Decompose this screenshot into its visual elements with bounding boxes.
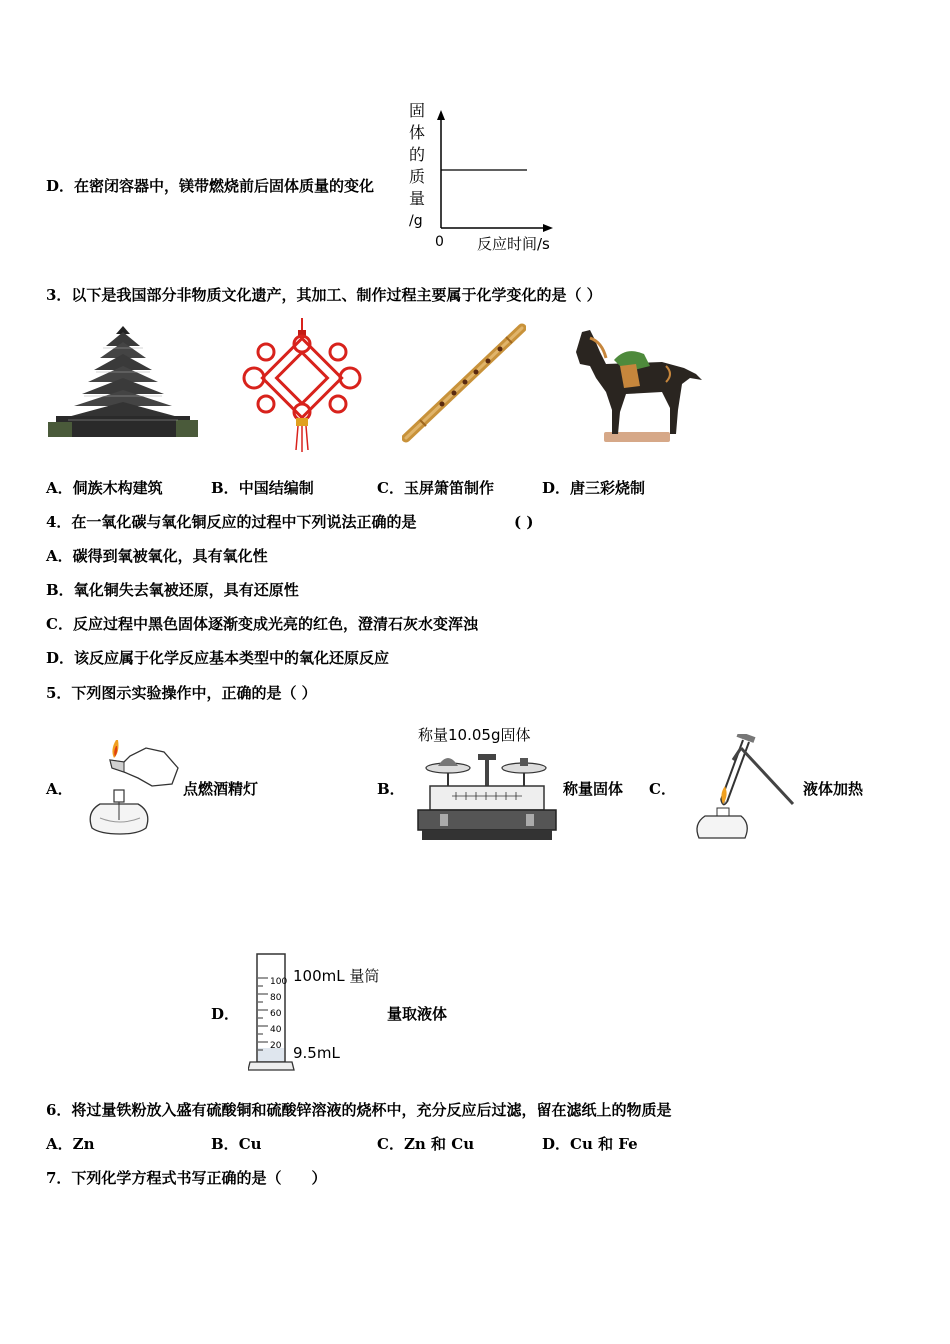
answer-paren: ( ) — [514, 513, 534, 531]
option-text: 中国结编制 — [238, 479, 314, 497]
q2-option-d — [46, 176, 374, 196]
q5-option-c-label: C． — [649, 780, 676, 798]
q5-stem: 5．下列图示实验操作中，正确的是（ ） — [46, 684, 317, 702]
heating-liquid-image — [685, 734, 797, 842]
option-text: 氧化铜失去氧被还原，具有还原性 — [73, 581, 299, 599]
cylinder-scale — [270, 974, 287, 1054]
scale-tick-label: 40 — [270, 1025, 282, 1035]
cylinder-caption: 100mL 量筒 — [293, 967, 380, 985]
alcohol-lamp-lighting-image — [80, 734, 180, 838]
q5-option-b-text: 称量固体 — [563, 780, 624, 798]
q5-option-b-label: B． — [377, 780, 405, 798]
y-label-unit: /g — [409, 213, 423, 229]
option-text: Cu 和 Fe — [570, 1135, 638, 1153]
q5-option-a-label: A． — [46, 780, 73, 798]
option-label: B． — [211, 1135, 239, 1153]
mass-time-graph — [405, 98, 565, 258]
chinese-knot-image — [240, 318, 364, 452]
option-label: B． — [46, 581, 74, 599]
q4-stem — [46, 512, 416, 532]
q4-option-d — [46, 648, 389, 668]
y-label-char: 的 — [409, 145, 426, 164]
option-text: Zn — [72, 1135, 95, 1153]
q6-stem: 6．将过量铁粉放入盛有硫酸铜和硫酸锌溶液的烧杯中，充分反应后过滤，留在滤纸上的物质是 — [46, 1101, 672, 1119]
question-stem: 4．在一氧化碳与氧化铜反应的过程中下列说法正确的是 — [46, 513, 417, 531]
q3-option-b — [211, 478, 314, 498]
option-label: D． — [542, 479, 571, 497]
q6-option-c — [377, 1134, 474, 1154]
option-label: C． — [46, 615, 73, 633]
graph-origin: 0 — [435, 234, 444, 250]
option-label: B． — [211, 479, 239, 497]
graph-x-label: 反应时间/s — [477, 235, 550, 253]
option-label: D． — [46, 177, 75, 195]
q3-stem: 3．以下是我国部分非物质文化遗产，其加工、制作过程主要属于化学变化的是（ ） — [46, 286, 602, 304]
option-text: Cu — [238, 1135, 262, 1153]
option-text: 碳得到氧被氧化，具有氧化性 — [72, 547, 268, 565]
drum-tower-image — [48, 322, 198, 437]
q6-option-b — [211, 1134, 262, 1154]
scale-tick-label: 80 — [270, 993, 282, 1003]
option-text: Zn 和 Cu — [403, 1135, 475, 1153]
scale-tick-label: 100 — [270, 977, 288, 987]
y-label-char: 体 — [409, 123, 426, 142]
q5-option-d-text: 量取液体 — [387, 1005, 448, 1023]
q4-option-a — [46, 546, 268, 566]
cylinder-reading: 9.5mL — [293, 1044, 340, 1062]
option-label: D． — [46, 649, 75, 667]
balance-scale-image — [416, 746, 558, 844]
q7-stem: 7．下列化学方程式书写正确的是（ ） — [46, 1169, 327, 1187]
q6-option-a — [46, 1134, 95, 1154]
q5-option-d-label: D． — [211, 1005, 240, 1023]
option-label: A． — [46, 1135, 73, 1153]
q3-option-d — [542, 478, 645, 498]
y-label-char: 量 — [409, 189, 426, 208]
option-text: 在密闭容器中，镁带燃烧前后固体质量的变化 — [74, 177, 375, 195]
q3-option-c — [377, 478, 494, 498]
q5-option-c-text: 液体加热 — [803, 780, 864, 798]
q5-option-a-text: 点燃酒精灯 — [183, 780, 259, 798]
balance-figure-caption: 称量10.05g固体 — [418, 726, 531, 744]
option-label: C． — [377, 479, 404, 497]
option-text: 该反应属于化学反应基本类型中的氧化还原反应 — [74, 649, 390, 667]
scale-tick-label: 20 — [270, 1041, 282, 1051]
option-text: 唐三彩烧制 — [570, 479, 646, 497]
option-text: 侗族木构建筑 — [72, 479, 163, 497]
q3-option-a — [46, 478, 163, 498]
q4-option-b — [46, 580, 299, 600]
y-label-char: 质 — [409, 167, 426, 186]
option-label: D． — [542, 1135, 571, 1153]
option-label: A． — [46, 479, 73, 497]
scale-tick-label: 60 — [270, 1009, 282, 1019]
q4-option-c — [46, 614, 478, 634]
y-label-char: 固 — [409, 101, 426, 120]
option-text: 玉屏箫笛制作 — [403, 479, 494, 497]
option-label: A． — [46, 547, 73, 565]
option-label: C． — [377, 1135, 404, 1153]
option-text: 反应过程中黑色固体逐渐变成光亮的红色，澄清石灰水变浑浊 — [72, 615, 478, 633]
tang-sancai-horse-image — [566, 322, 706, 444]
bamboo-flute-image — [402, 322, 526, 444]
q6-option-d — [542, 1134, 638, 1154]
